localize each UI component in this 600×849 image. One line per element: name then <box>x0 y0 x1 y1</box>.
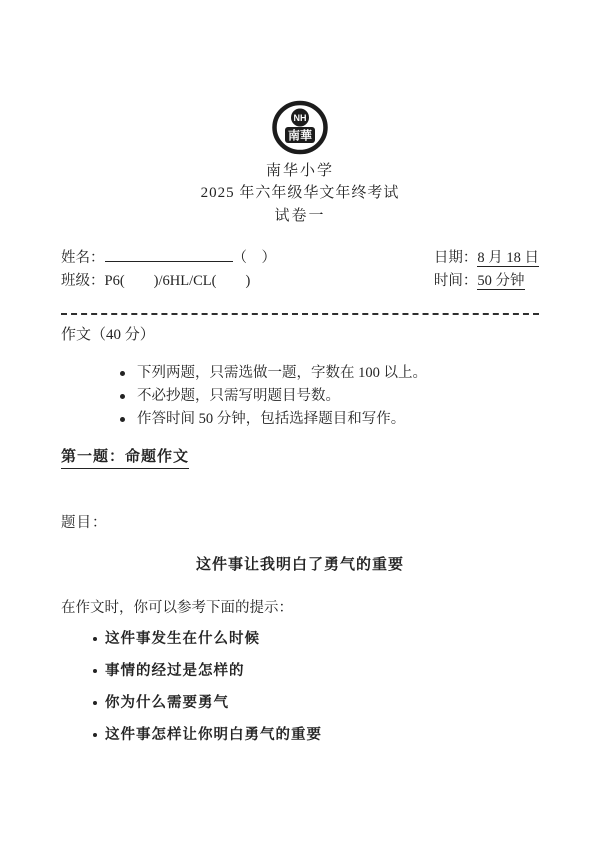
candidate-info-right <box>434 247 539 293</box>
topic-label: 题目： <box>61 515 108 531</box>
school-logo-svg <box>272 100 328 155</box>
date-row <box>434 247 539 270</box>
logo-initials-text: NH <box>293 113 307 123</box>
class-value: P6( )/6HL/CL( ) <box>104 273 251 289</box>
exam-title: 2025 年六年级华文年终考试 <box>200 185 400 201</box>
name-blank-line <box>105 248 233 262</box>
composition-instructions <box>61 362 539 431</box>
hint-item: 这件事发生在什么时候 <box>105 631 539 647</box>
school-logo-icon <box>272 100 328 155</box>
time-value: 50 分钟 <box>477 273 525 289</box>
hints-intro: 在作文时，你可以参考下面的提示： <box>61 600 293 616</box>
instruction-item: 不必抄题，只需写明题目号数。 <box>137 385 539 408</box>
date-value: 8 月 18 日 <box>477 250 539 266</box>
logo-name-text: 南華 <box>287 128 313 143</box>
hint-item: 你为什么需要勇气 <box>105 695 539 711</box>
question1-heading: 第一题：命题作文 <box>61 450 189 469</box>
class-label: 班级： <box>61 273 105 289</box>
instruction-item: 作答时间 50 分钟，包括选择题目和写作。 <box>137 408 539 431</box>
name-label: 姓名： <box>61 250 105 266</box>
composition-section <box>61 328 539 743</box>
topic-title: 这件事让我明白了勇气的重要 <box>195 557 404 573</box>
hint-item: 这件事怎样让你明白勇气的重要 <box>105 727 539 743</box>
time-label: 时间： <box>433 273 478 289</box>
time-row <box>434 270 539 293</box>
school-name: 南华小学 <box>265 163 334 179</box>
name-row <box>61 247 276 270</box>
date-label: 日期： <box>433 250 478 266</box>
paper-title: 试卷一 <box>274 208 326 224</box>
candidate-info <box>61 247 539 293</box>
exam-header <box>0 0 600 224</box>
composition-section-title: 作文（40 分） <box>61 327 155 343</box>
name-index-paren: （ ） <box>232 250 276 266</box>
hints-list <box>61 631 539 743</box>
candidate-info-left <box>61 247 276 293</box>
section-divider <box>61 313 539 315</box>
class-row <box>61 270 276 293</box>
instruction-item: 下列两题，只需选做一题，字数在 100 以上。 <box>137 362 539 385</box>
hint-item: 事情的经过是怎样的 <box>105 663 539 679</box>
